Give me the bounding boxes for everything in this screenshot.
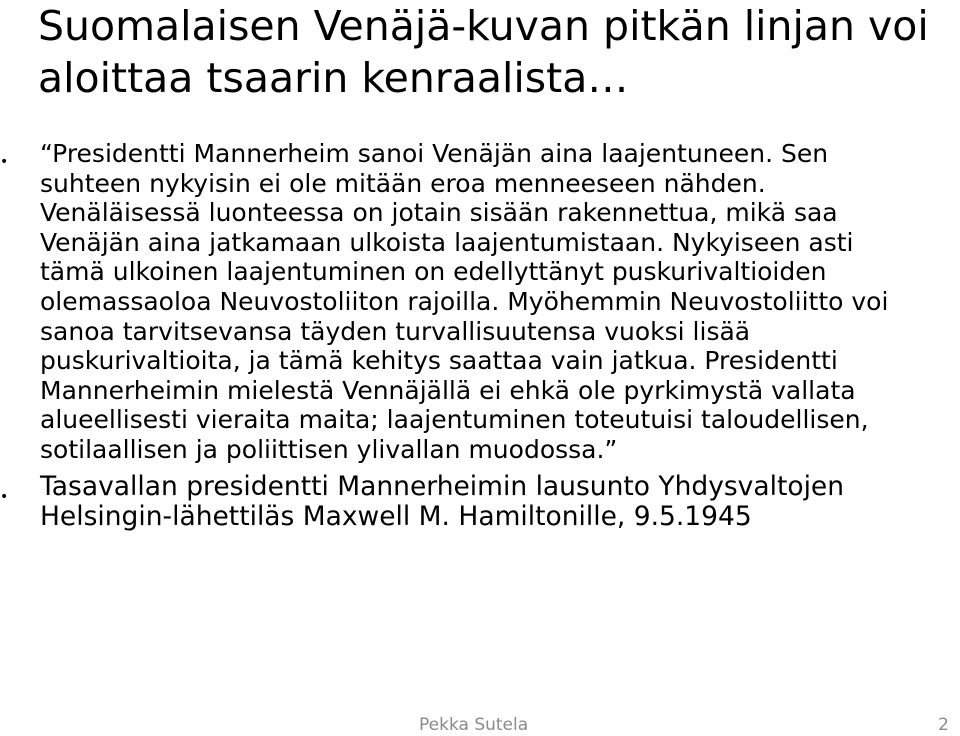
- footer-page-number: 2: [938, 715, 949, 735]
- bullet-quote-text: “Presidentti Mannerheim sanoi Venäjän aina laajentuneen. Sen suhteen nykyisin ei ole mitään eroa menneeseen nähden. Venäläisessä luonteessa on jotain sisään rakennettua, mikä saa Venäjän aina jatkamaan ulkoista laajentumistaan. Nykyiseen asti tämä ulkoinen laajentuminen on edellyttänyt puskurivaltioiden olemassaoloa Neuvostoliiton rajoilla. Myöhemmin Neuvostoliitto voi sanoa tarvitsevansa täyden turvallisuutensa vuoksi lisää puskurivaltioita, ja tämä kehitys saattaa vain jatkua. Presidentti Mannerheimin mielestä Vennäjällä ei ehkä ole pyrkimystä vallata alueellisesti vieraita maita; laajentuminen toteutuisi taloudellisen, sotilaallisen ja poliittisen ylivallan muodossa.”: [40, 139, 889, 464]
- bullet-list: [0, 139, 960, 532]
- bullet-quote: [0, 139, 920, 465]
- bullet-source: [0, 472, 960, 532]
- bullet-dot-icon: •: [0, 488, 9, 505]
- slide-title: Suomalaisen Venäjä-kuvan pitkän linjan voi aloittaa tsaarin kenraalista…: [38, 2, 929, 102]
- footer-author: Pekka Sutela: [419, 715, 529, 735]
- bullet-dot-icon: •: [0, 154, 9, 170]
- bullet-source-text: Tasavallan presidentti Mannerheimin lausunto Yhdysvaltojen Helsingin-lähettiläs Maxwell M. Hamiltonille, 9.5.1945: [40, 470, 845, 532]
